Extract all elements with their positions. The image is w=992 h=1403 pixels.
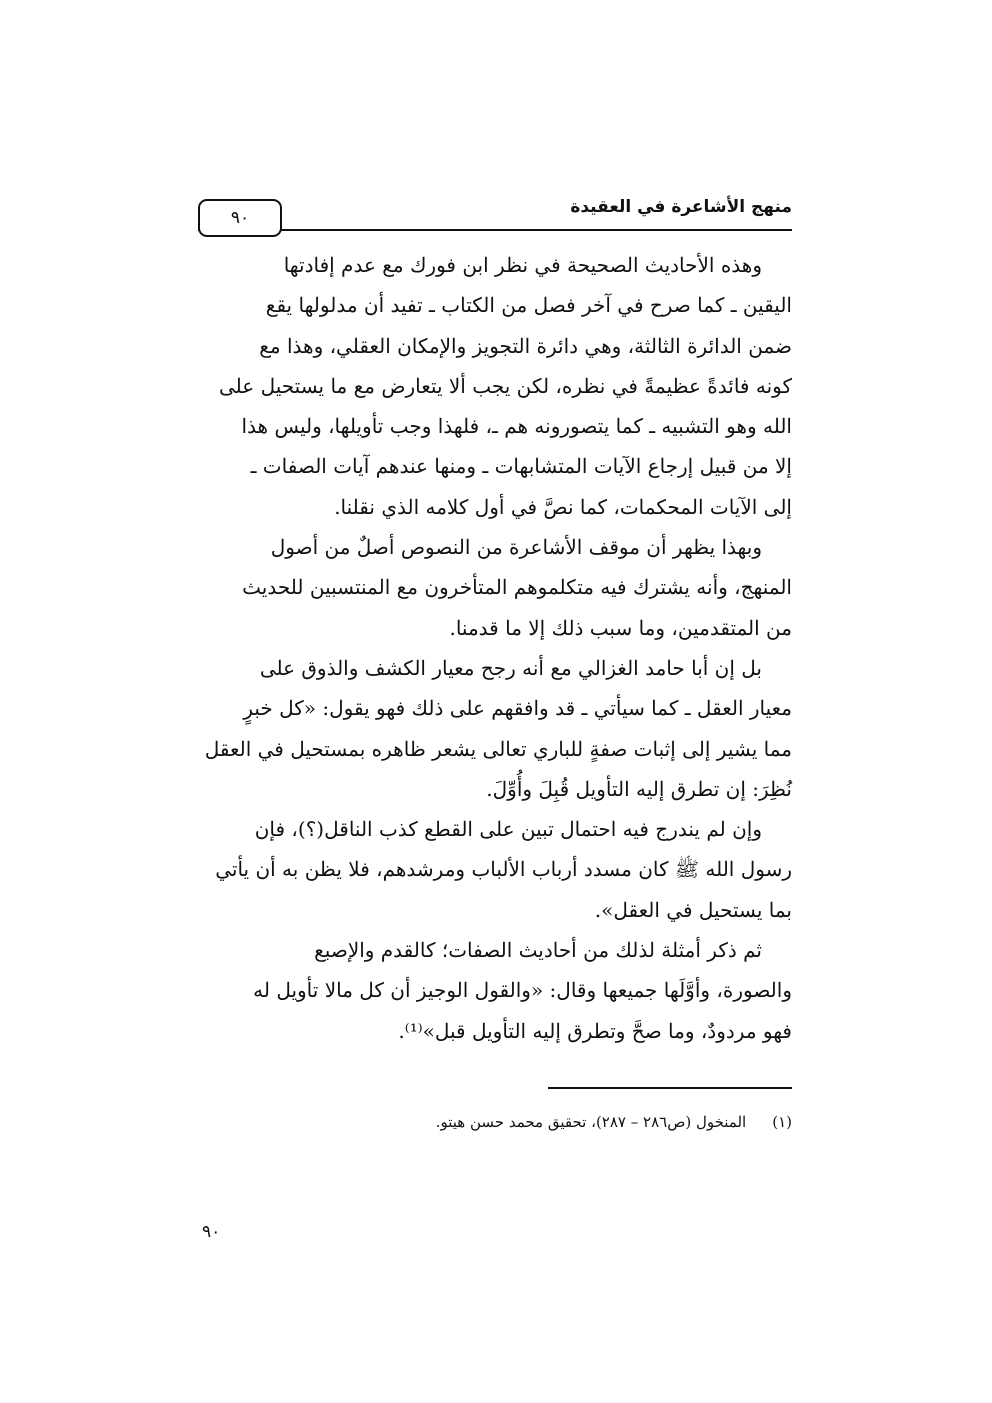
- header-page-number: ٩٠: [198, 199, 282, 237]
- text-line: وبهذا يظهر أن موقف الأشاعرة من النصوص أصلٌ من أصول: [270, 535, 762, 560]
- text-line: بل إن أبا حامد الغزالي مع أنه رجح معيار الكشف والذوق على: [259, 655, 762, 680]
- text-line: بما يستحيل في العقل».: [594, 897, 792, 922]
- text-line: وإن لم يندرج فيه احتمال تبين على القطع كذب الناقل(؟)، فإن: [254, 817, 762, 842]
- text-line: المنهج، وأنه يشترك فيه متكلموهم المتأخرون مع المنتسبين للحديث: [242, 575, 792, 600]
- header-rule: [198, 229, 792, 231]
- text-line: كونه فائدةً عظيمةً في نظره، لكن يجب ألا يتعارض مع ما يستحيل على: [218, 373, 792, 398]
- text-line: ضمن الدائرة الثالثة، وهي دائرة التجويز والإمكان العقلي، وهذا مع: [259, 333, 792, 358]
- text-line: الله وهو التشبيه ـ كما يتصورونه هم ـ، فلهذا وجب تأويلها، وليس هذا: [241, 414, 792, 439]
- footer-page-number: ٩٠: [202, 1222, 221, 1242]
- text-line: والصورة، وأوَّلَها جميعها وقال: «والقول الوجيز أن كل مالا تأويل له: [253, 978, 792, 1003]
- body-text: [198, 245, 792, 1051]
- footnote-text: المنخول (ص٢٨٦ – ٢٨٧)، تحقيق محمد حسن هيتو.: [435, 1113, 747, 1131]
- text-line: إلا من قبيل إرجاع الآيات المتشابهات ـ ومنها عندهم آيات الصفات ـ: [250, 454, 792, 479]
- text-line: معيار العقل ـ كما سيأتي ـ قد وافقهم على ذلك فهو يقول: «كل خبرٍ: [243, 696, 792, 721]
- text-line: اليقين ـ كما صرح في آخر فصل من الكتاب ـ تفيد أن مدلولها يقع: [265, 293, 792, 318]
- text-line: إلى الآيات المحكمات، كما نصَّ في أول كلامه الذي نقلنا.: [334, 494, 792, 519]
- text-line: من المتقدمين، وما سبب ذلك إلا ما قدمنا.: [449, 615, 792, 640]
- running-title: منهج الأشاعرة في العقيدة: [570, 197, 792, 217]
- footnote-rule: [548, 1087, 792, 1089]
- text-line: فهو مردودٌ، وما صحَّ وتطرق إليه التأويل قبل»⁽¹⁾.: [398, 1018, 792, 1043]
- footnote: [198, 1113, 792, 1131]
- text-line: مما يشير إلى إثبات صفةٍ للباري تعالى يشعر ظاهره بمستحيل في العقل: [204, 736, 792, 761]
- text-line: رسول الله ﷺ كان مسدد أرباب الألباب ومرشدهم، فلا يظن به أن يأتي: [215, 857, 792, 882]
- text-line: نُظِرَ: إن تطرق إليه التأويل قُبِلَ وأُوِّلَ.: [486, 776, 792, 801]
- text-line: ثم ذكر أمثلة لذلك من أحاديث الصفات؛ كالقدم والإصبع: [314, 938, 762, 963]
- text-line: وهذه الأحاديث الصحيحة في نظر ابن فورك مع عدم إفادتها: [283, 253, 762, 277]
- footnote-number: (١): [772, 1113, 792, 1131]
- page-header: [198, 195, 792, 237]
